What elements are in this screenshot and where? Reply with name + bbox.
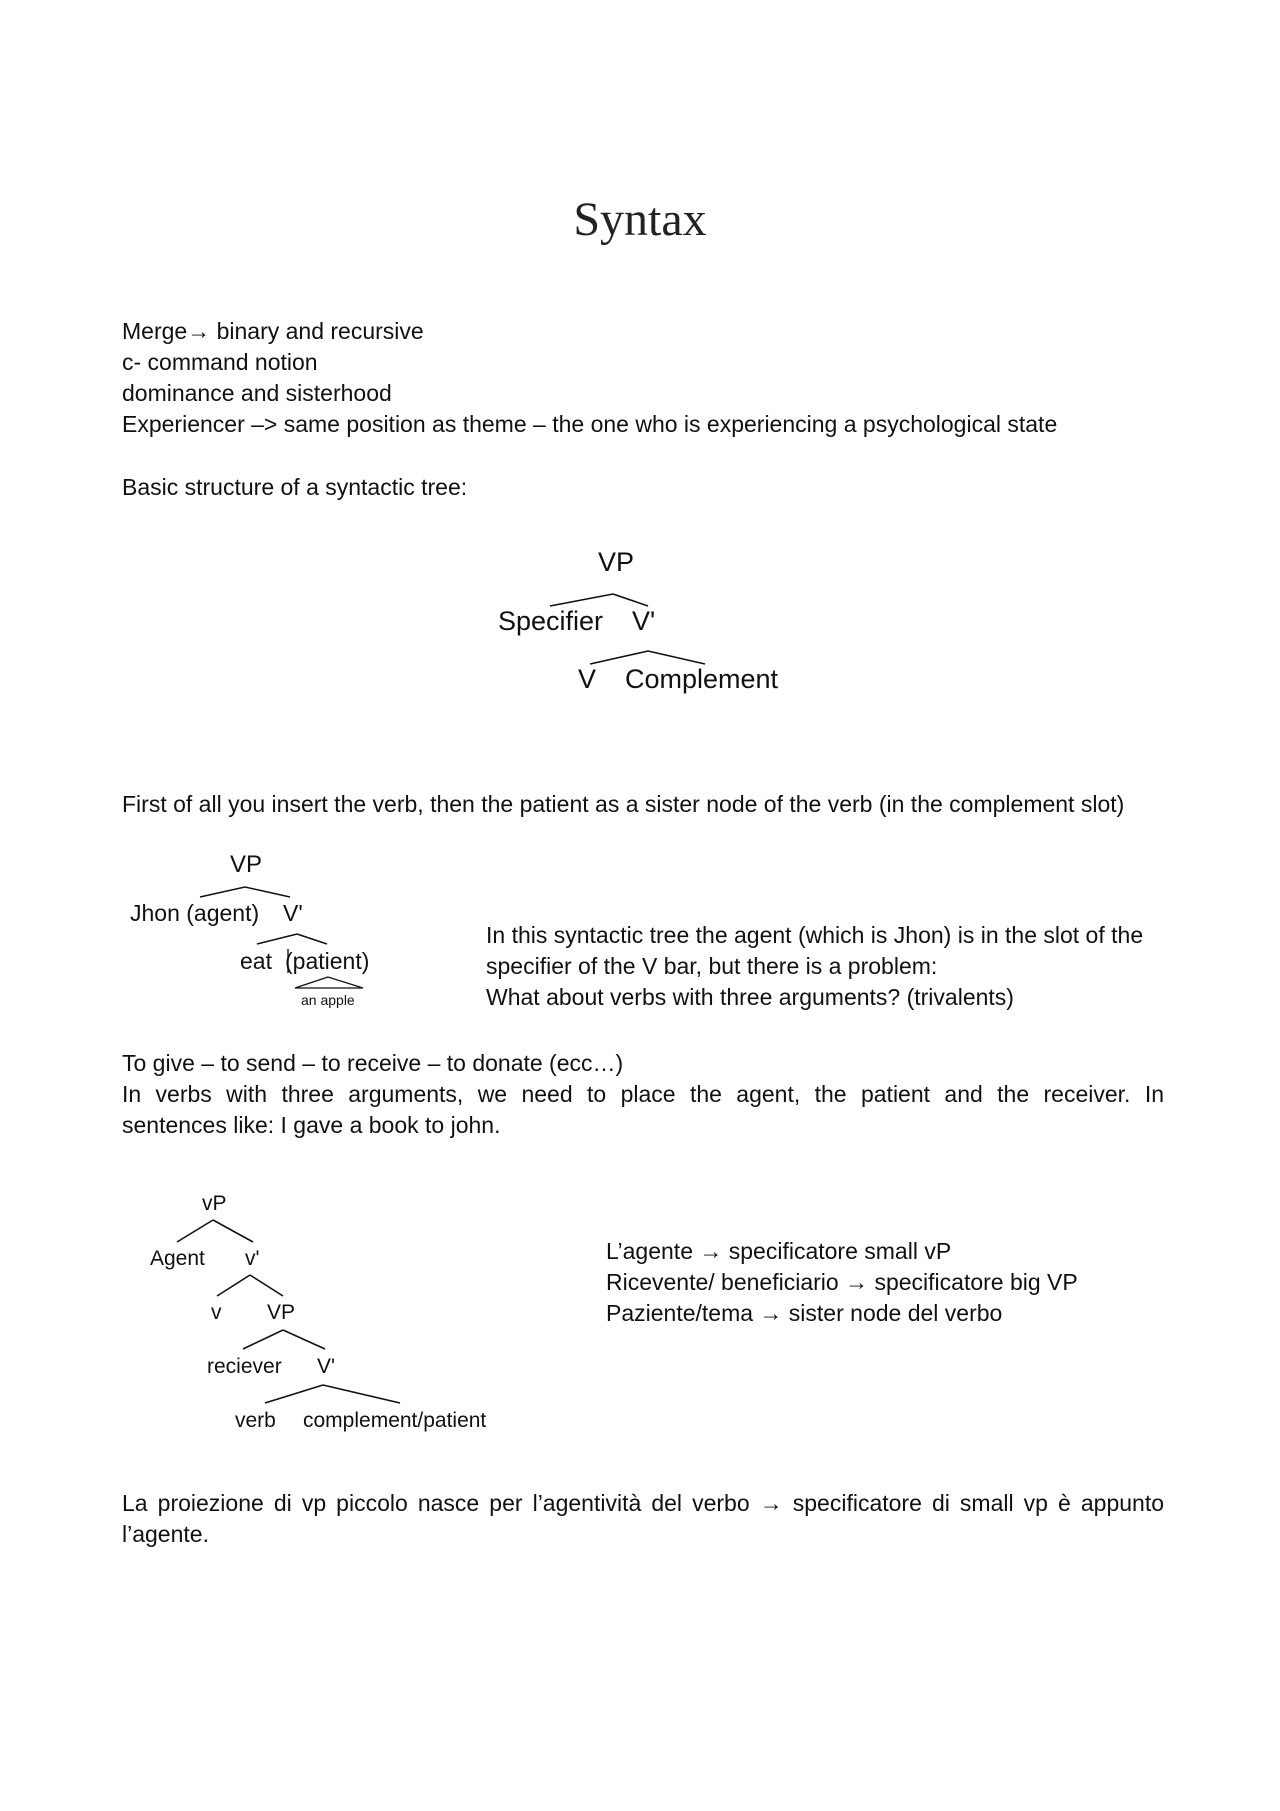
tree3-branch-big-vbar [283,1330,325,1349]
tree1-complement: Complement [625,664,779,694]
tree1-vbar: V' [632,606,656,636]
proiezione-line1: La proiezione di vp piccolo nasce per l’agentività del verbo → specificatore di small vp è appunto [122,1490,1164,1516]
tree2-agent: Jhon (agent) [130,900,260,926]
tree3-branch-agent [177,1220,213,1242]
tree2-patient: (patient) [285,948,370,974]
proiezione-line2: l’agente. [122,1521,209,1547]
tree1-branch-v [590,651,648,664]
tree-basic-structure [480,545,810,715]
tree3-verb: verb [235,1409,276,1432]
tree2-root-vp: VP [230,851,263,878]
tree-agent-example [125,845,385,1015]
first-of-all-text: First of all you insert the verb, then the patient as a sister node of the verb (in the complement slot) [122,791,1125,817]
intro-line-merge: Merge→ binary and recursive [122,318,424,344]
intro-line-dominance: dominance and sisterhood [122,380,392,406]
tree2-np-an-apple: an apple [301,992,355,1008]
tree2-text-line3: What about verbs with three arguments? (trivalents) [486,984,1014,1010]
tree3-branch-vbar [213,1220,253,1242]
three-arguments-paragraph [122,1079,1164,1141]
three-args-line2: sentences like: I gave a book to john. [122,1112,501,1138]
page-title: Syntax [573,193,707,246]
tree3-text-paziente: Paziente/tema → sister node del verbo [606,1300,1003,1326]
three-args-line1: In verbs with three arguments, we need to place the agent, the patient and the receiver. In [122,1081,1164,1107]
tree1-branch-left [550,594,613,606]
tree1-specifier: Specifier [498,606,604,636]
tree2-text-line2: specifier of the V bar, but there is a problem: [486,953,938,979]
tree3-branch-v [217,1275,250,1296]
tree-small-vp [145,1185,525,1445]
tree2-branch-patient [297,934,327,944]
tree2-text-line1: In this syntactic tree the agent (which is Jhon) is in the slot of the [486,922,1144,948]
tree3-big-vp: VP [267,1301,296,1324]
tree3-root-small-vp: vP [202,1192,227,1215]
tree3-agent: Agent [150,1247,205,1270]
intro-line-c-command: c- command notion [122,349,318,375]
tree2-np-triangle [295,977,363,988]
tree3-receiver: reciever [207,1355,282,1378]
tree2-verb: eat [240,948,272,974]
tree3-text-ricevente: Ricevente/ beneficiario → specificatore big VP [606,1269,1078,1295]
tree3-big-vbar: V' [317,1355,336,1378]
tree2-branch-verb [257,934,297,944]
tree3-branch-complement [323,1385,400,1403]
tree1-branch-complement [648,651,705,664]
tree2-vbar: V' [283,900,303,926]
tree3-branch-receiver [243,1330,283,1349]
tree1-root-vp: VP [598,547,635,577]
tree2-branch-left [200,887,245,897]
tree2-branch-right [245,887,290,897]
tree3-small-v: v [211,1301,222,1324]
tree1-branch-right [613,594,648,606]
to-give-text: To give – to send – to receive – to donate (ecc…) [122,1050,624,1076]
tree3-branch-verb [265,1385,323,1403]
tree3-text-agente: L’agente → specificatore small vP [606,1238,952,1264]
basic-structure-label: Basic structure of a syntactic tree: [122,474,468,500]
proiezione-paragraph [122,1488,1164,1550]
tree1-v: V [578,664,597,694]
intro-line-experiencer: Experiencer –> same position as theme – the one who is experiencing a psychological state [122,411,1058,437]
tree3-small-vbar: v' [245,1247,260,1270]
tree3-branch-big-vp [250,1275,283,1296]
tree3-complement: complement/patient [303,1409,487,1432]
